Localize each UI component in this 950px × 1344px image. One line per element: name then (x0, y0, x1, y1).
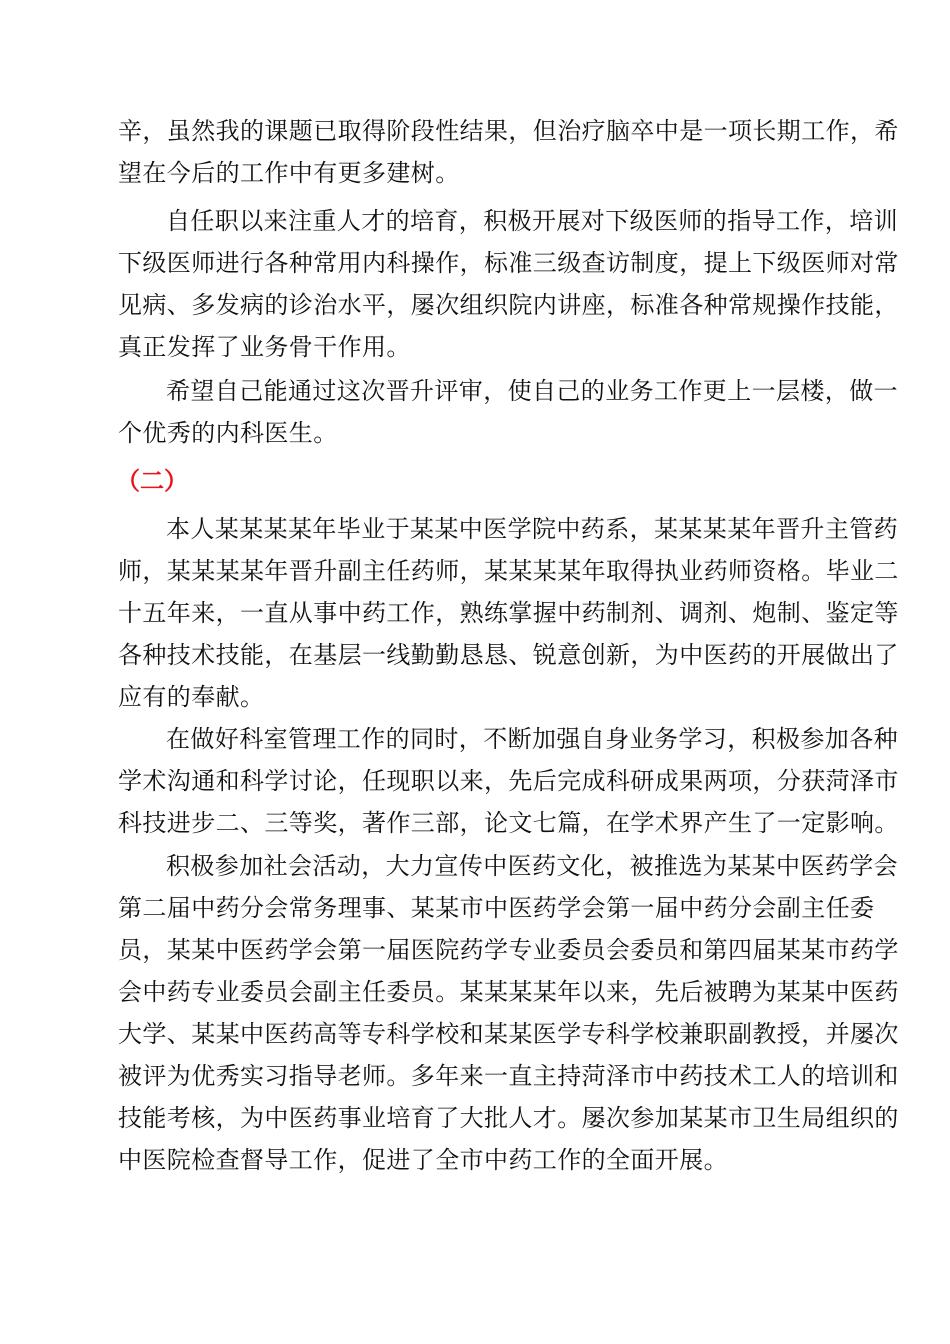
text-line: 真正发挥了业务骨干作用。 (118, 333, 411, 361)
text-line: 师，某某某某年晋升副主任药师，某某某某年取得执业药师资格。毕业二 (118, 557, 899, 585)
text-line: 在做好科室管理工作的同时，不断加强自身业务学习，积极参加各种 (166, 725, 898, 753)
text-line: 员，某某中医药学会第一届医院药学专业委员会委员和第四届某某市药学 (118, 936, 899, 964)
paragraph-6 (118, 845, 899, 1181)
text-line: 学术沟通和科学讨论，任现职以来，先后完成科研成果两项，分获菏泽市 (118, 767, 899, 795)
text-line: 十五年来，一直从事中药工作，熟练掌握中药制剂、调剂、炮制、鉴定等 (118, 599, 899, 627)
text-line: 第二届中药分会常务理事、某某市中医药学会第一届中药分会副主任委 (118, 894, 875, 922)
text-line: 本人某某某某年毕业于某某中医学院中药系，某某某某年晋升主管药 (166, 515, 898, 543)
text-line: 各种技术技能，在基层一线勤勤恳恳、锐意创新，为中医药的开展做出了 (118, 641, 899, 669)
text-line: 个优秀的内科医生。 (118, 419, 338, 447)
paragraph-1 (118, 110, 899, 194)
text-line: 望在今后的工作中有更多建树。 (118, 159, 460, 187)
paragraph-5 (118, 718, 899, 844)
text-line: 下级医师进行各种常用内科操作，标准三级查访制度，提上下级医师对常 (118, 249, 899, 277)
text-line: 辛，虽然我的课题已取得阶段性结果，但治疗脑卒中是一项长期工作，希 (118, 117, 899, 145)
text-line: 科技进步二、三等奖，著作三部，论文七篇，在学术界产生了一定影响。 (118, 809, 899, 837)
text-line: 被评为优秀实习指导老师。多年来一直主持菏泽市中药技术工人的培训和 (118, 1062, 899, 1090)
paragraph-2 (118, 200, 899, 368)
text-line: 大学、某某中医药高等专科学校和某某医学专科学校兼职副教授，并屡次 (118, 1020, 899, 1048)
text-line: 自任职以来注重人才的培育，积极开展对下级医师的指导工作，培训 (166, 207, 898, 235)
text-line: 积极参加社会活动，大力宣传中医药文化，被推选为某某中医药学会 (166, 852, 898, 880)
text-line: 希望自己能通过这次晋升评审，使自己的业务工作更上一层楼，做一 (166, 377, 898, 405)
text-line: 会中药专业委员会副主任委员。某某某某年以来，先后被聘为某某中医药 (118, 978, 899, 1006)
paragraph-4 (118, 508, 899, 718)
text-line: 技能考核，为中医药事业培育了大批人才。屡次参加某某市卫生局组织的 (118, 1104, 899, 1132)
text-line: 中医院检查督导工作，促进了全市中药工作的全面开展。 (118, 1146, 728, 1174)
section-heading: （二） (116, 467, 188, 495)
text-line: 见病、多发病的诊治水平，屡次组织院内讲座，标准各种常规操作技能， (118, 291, 899, 319)
paragraph-3 (118, 370, 898, 454)
text-line: 应有的奉献。 (118, 683, 265, 711)
